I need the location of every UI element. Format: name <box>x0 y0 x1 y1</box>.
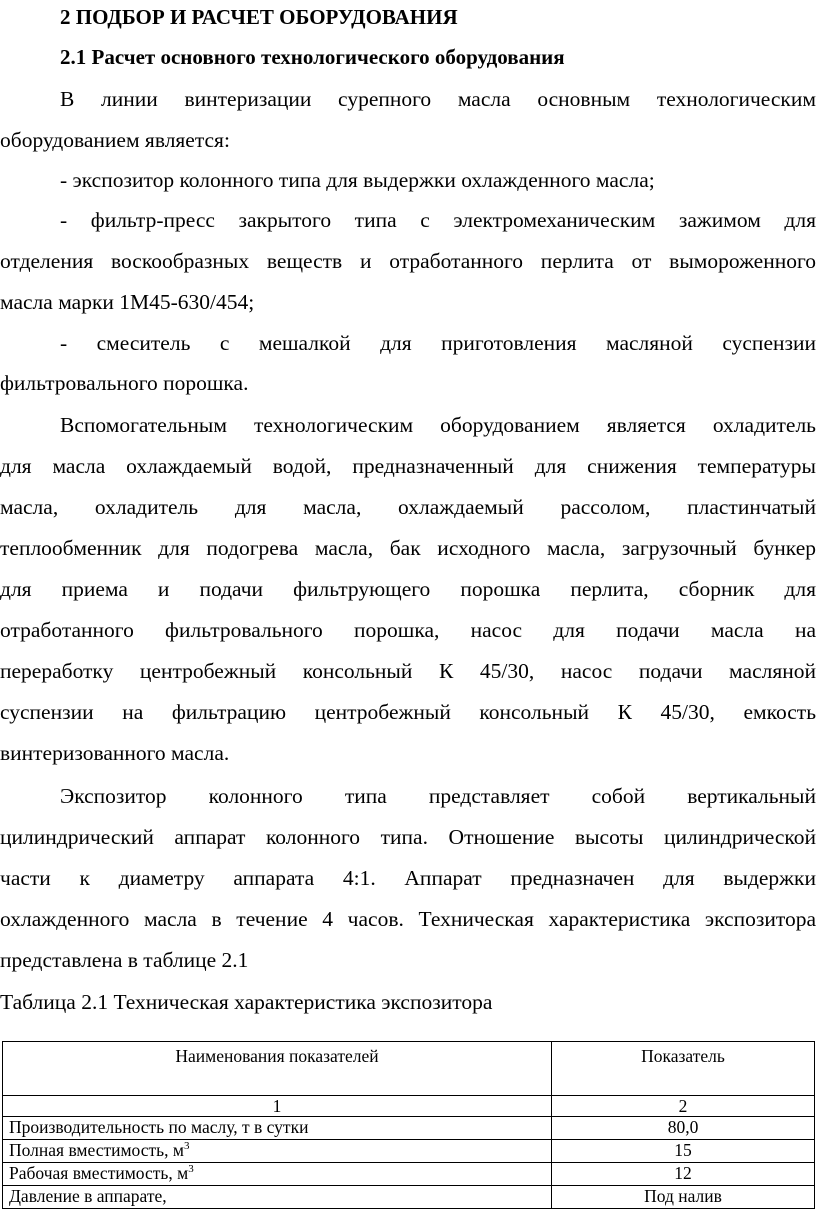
column-number: 1 <box>3 1096 552 1117</box>
parameter-value: 12 <box>552 1163 815 1186</box>
subsection-heading: 2.1 Расчет основного технологического оборудования <box>60 45 565 69</box>
text-line: - экспозитор колонного типа для выдержки охлажденного масла; <box>60 168 655 192</box>
text-line: винтеризованного масла. <box>0 741 230 765</box>
column-header: Показатель <box>552 1042 815 1096</box>
text-line: масла марки 1М45-630/454; <box>0 290 255 314</box>
text-line: цилиндрический аппарат колонного типа. Отношение высоты цилиндрической <box>0 825 816 849</box>
text-line: для масла охлаждаемый водой, предназначенный для снижения температуры <box>0 454 816 478</box>
text-line: части к диаметру аппарата 4:1. Аппарат предназначен для выдержки <box>0 866 816 890</box>
text-line: - фильтр-пресс закрытого типа с электромеханическим зажимом для <box>60 208 816 232</box>
column-number-row <box>3 1096 815 1117</box>
text-line: суспензии на фильтрацию центробежный консольный К 45/30, емкость <box>0 700 816 724</box>
table-row <box>3 1140 815 1163</box>
text-line: переработку центробежный консольный К 45/30, насос подачи масляной <box>0 659 816 683</box>
superscript: 3 <box>183 1140 190 1152</box>
text-line: - смеситель с мешалкой для приготовления масляной суспензии <box>60 331 816 355</box>
parameter-name: Производительность по маслу, т в сутки <box>3 1117 552 1140</box>
parameter-name: Рабочая вместимость, $м^3$ <box>3 1163 552 1186</box>
table-row <box>3 1117 815 1140</box>
parameter-value: 15 <box>552 1140 815 1163</box>
spec-table <box>2 1041 815 1209</box>
parameter-value: Под налив <box>552 1186 815 1209</box>
table-caption: Таблица 2.1 Техническая характеристика экспозитора <box>0 990 493 1014</box>
parameter-name: Давление в аппарате, <box>3 1186 552 1209</box>
table-row <box>3 1163 815 1186</box>
text-line: для приема и подачи фильтрующего порошка перлита, сборник для <box>0 577 816 601</box>
text-line: отработанного фильтровального порошка, насос для подачи масла на <box>0 618 816 642</box>
column-number: 2 <box>552 1096 815 1117</box>
text-line: масла, охладитель для масла, охлаждаемый рассолом, пластинчатый <box>0 495 816 519</box>
text-line: охлажденного масла в течение 4 часов. Техническая характеристика экспозитора <box>0 907 816 931</box>
text-line: теплообменник для подогрева масла, бак исходного масла, загрузочный бункер <box>0 536 816 560</box>
column-header: Наименования показателей <box>3 1042 552 1096</box>
text-line: представлена в таблице 2.1 <box>0 948 249 972</box>
text-line: В линии винтеризации сурепного масла основным технологическим <box>60 87 816 111</box>
text-line: Вспомогательным технологическим оборудованием является охладитель <box>60 413 816 437</box>
parameter-value: 80,0 <box>552 1117 815 1140</box>
section-heading: 2 ПОДБОР И РАСЧЕТ ОБОРУДОВАНИЯ <box>60 5 458 29</box>
parameter-name: Полная вместимость, $м^3$ <box>3 1140 552 1163</box>
table-header-row <box>3 1042 815 1096</box>
text-line: фильтровального порошка. <box>0 371 249 395</box>
text-line: отделения воскообразных веществ и отработанного перлита от вымороженного <box>0 249 816 273</box>
table-row <box>3 1186 815 1209</box>
text-line: оборудованием является: <box>0 128 230 152</box>
superscript: 3 <box>188 1163 194 1175</box>
text-line: Экспозитор колонного типа представляет собой вертикальный <box>60 784 816 808</box>
